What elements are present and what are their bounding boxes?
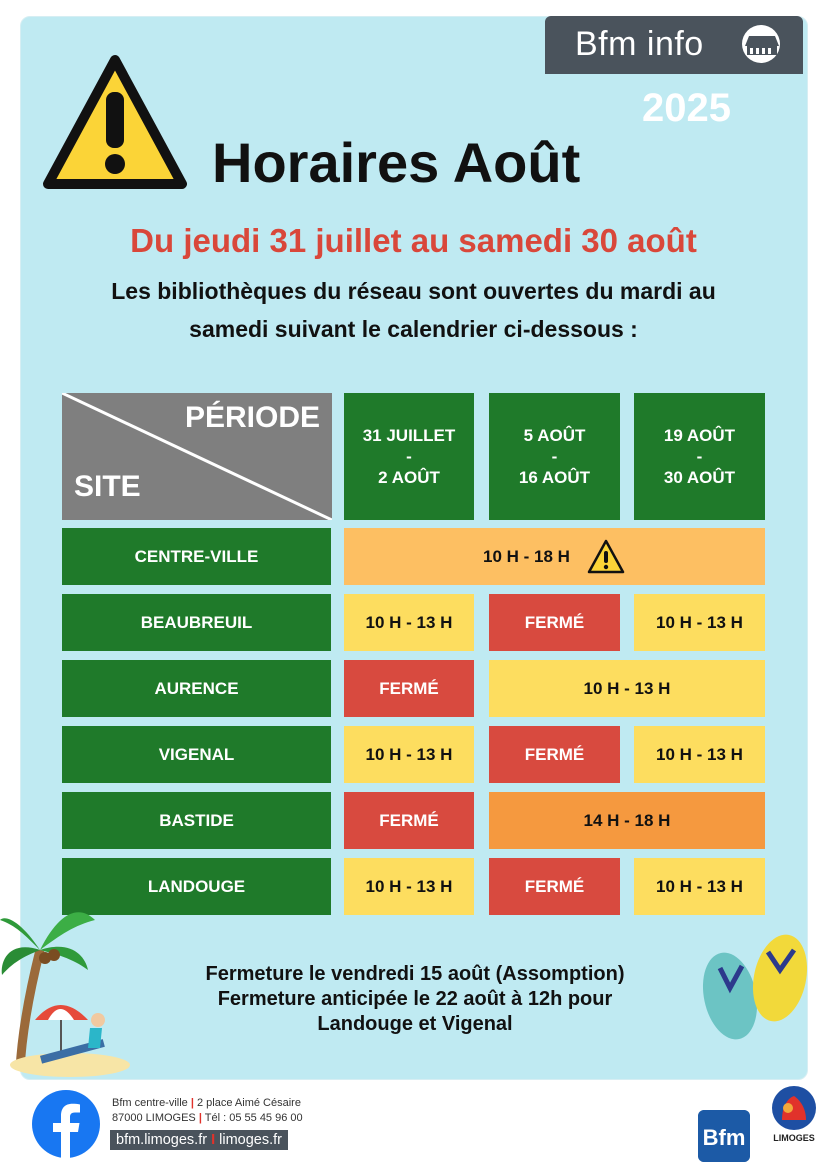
flip-flops-illustration [690,928,820,1048]
period-end: 16 AOÛT [518,468,591,487]
bfm-logo [698,1110,750,1162]
facebook-icon[interactable] [32,1090,100,1158]
footer-address [112,1096,303,1126]
separator: | [198,1112,202,1124]
address-street: 2 place Aimé Césaire [197,1097,301,1109]
schedule-cell: 10 H - 13 H [344,858,474,915]
svg-text:Bfm: Bfm [702,1125,746,1150]
site-label: CENTRE-VILLE [62,528,331,585]
address-city: 87000 LIMOGES [112,1112,196,1124]
site-label: BASTIDE [62,792,331,849]
schedule-text: 10 H - 18 H [483,546,570,566]
schedule-cell: 10 H - 13 H [344,726,474,783]
corner-period-label: PÉRIODE [184,401,320,434]
schedule-cell: 14 H - 18 H [489,792,765,849]
note-line: Landouge et Vigenal [317,1013,513,1035]
site-label: AURENCE [62,660,331,717]
site-label: BEAUBREUIL [62,594,331,651]
schedule-cell: FERMÉ [344,792,474,849]
address-line [112,1111,303,1126]
corner-site-label: SITE [74,470,141,503]
intro-text [40,272,787,348]
brand-header [545,16,803,74]
period-start: 31 JUILLET [362,426,456,445]
period-start: 5 AOÛT [523,426,586,445]
closure-notes [150,962,680,1037]
site-label: VIGENAL [62,726,331,783]
period-sep: - [696,447,703,466]
period-header [489,393,620,520]
period-start: 19 AOÛT [663,426,736,445]
address-name: Bfm centre-ville [112,1097,188,1109]
limoges-logo-text: LIMOGES [773,1133,815,1143]
note-line: Fermeture anticipée le 22 août à 12h pour [217,988,613,1010]
period-end: 30 AOÛT [663,468,736,487]
date-range: Du jeudi 31 juillet au samedi 30 août [130,222,697,259]
address-line [112,1096,303,1111]
intro-line: Les bibliothèques du réseau sont ouvertes du mardi au [111,278,716,304]
period-sep: - [551,447,558,466]
schedule-cell: FERMÉ [489,858,620,915]
page-title: Horaires Août [212,131,581,194]
period-header [634,393,765,520]
schedule-cell: FERMÉ [489,594,620,651]
period-sep: - [406,447,412,466]
website-link[interactable]: limoges.fr [219,1132,283,1148]
separator: | [190,1097,194,1109]
schedule-cell: FERMÉ [344,660,474,717]
table-corner [62,393,332,520]
schedule-cell [344,528,765,585]
note-line: Fermeture le vendredi 15 août (Assomption) [205,963,625,985]
warning-icon [40,52,190,197]
period-header [344,393,474,520]
schedule-cell: 10 H - 13 H [634,594,765,651]
limoges-logo [768,1086,820,1166]
library-building-icon [735,24,787,64]
period-end: 2 AOÛT [378,468,440,487]
warning-icon [586,538,626,576]
schedule-cell: FERMÉ [489,726,620,783]
schedule-cell: 10 H - 13 H [344,594,474,651]
separator: I [211,1132,216,1148]
schedule-cell: 10 H - 13 H [634,726,765,783]
address-phone: Tél : 05 55 45 96 00 [204,1112,303,1124]
schedule-cell: 10 H - 13 H [634,858,765,915]
footer-links [110,1130,288,1150]
intro-line: samedi suivant le calendrier ci-dessous : [189,316,638,342]
year: 2025 [642,86,731,130]
site-label: LANDOUGE [62,858,331,915]
brand-name: Bfm info [575,25,704,63]
schedule-cell: 10 H - 13 H [489,660,765,717]
palm-beach-illustration [0,880,140,1080]
website-link[interactable]: bfm.limoges.fr [116,1132,208,1148]
